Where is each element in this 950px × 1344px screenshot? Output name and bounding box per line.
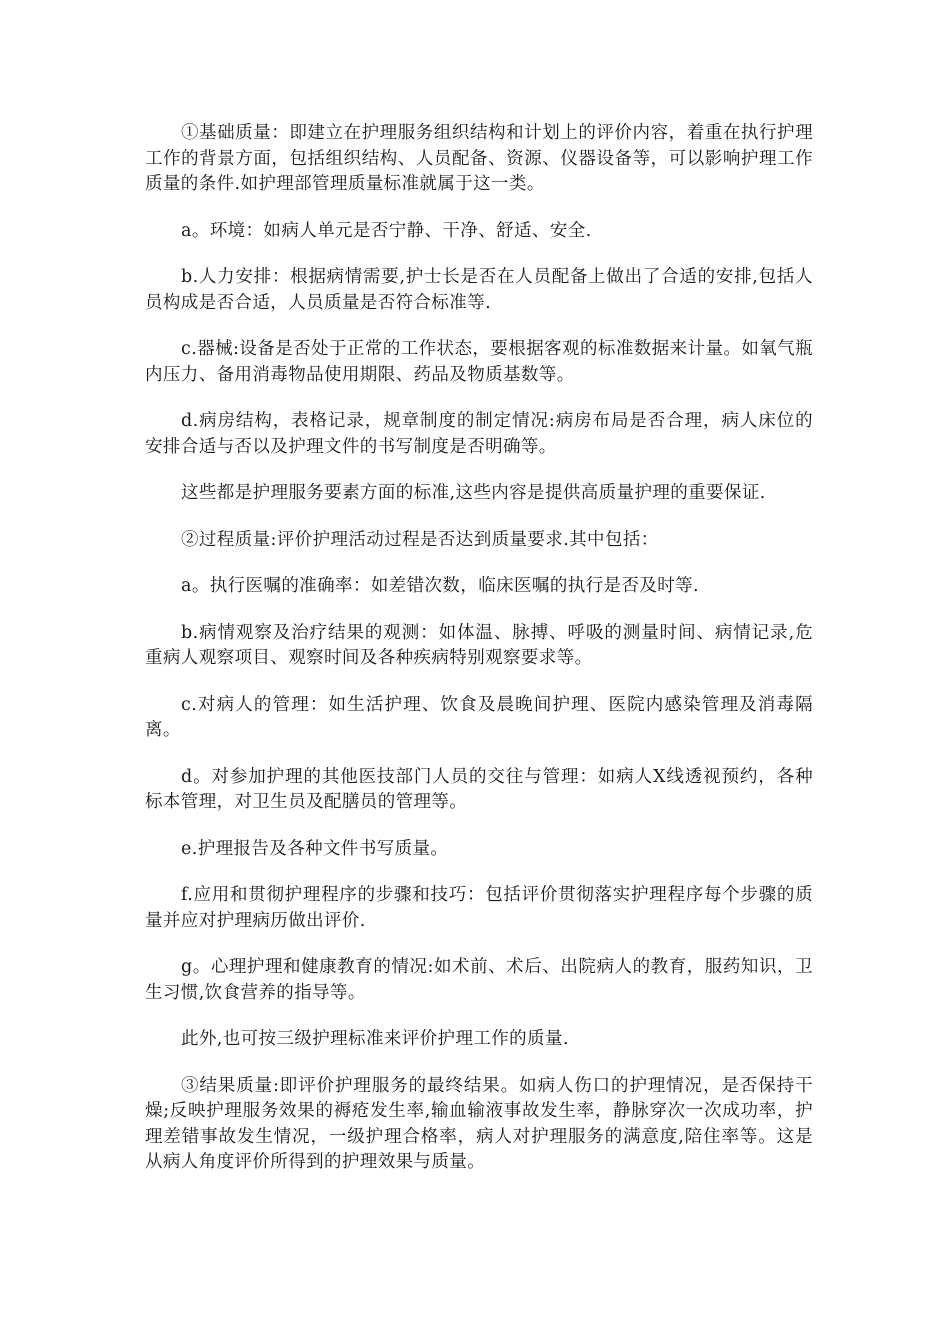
paragraph-basic-quality: ①基础质量：即建立在护理服务组织结构和计划上的评价内容，着重在执行护理工作的背景方面，包括组织结构、人员配备、资源、仪器设备等，可以影响护理工作质量的条件.如护理部管理质量标准就属于这一类。 — [145, 123, 813, 194]
paragraph-order-accuracy: a。执行医嘱的准确率：如差错次数，临床医嘱的执行是否及时等. — [181, 576, 699, 596]
paragraph-outcome-quality: ③结果质量:即评价护理服务的最终结果。如病人伤口的护理情况，是否保持干燥;反映护理服务效果的褥疮发生率,输血输液事故发生率，静脉穿次一次成功率，护理差错事故发生情况，一级护理合格率，病人对护理服务的满意度,陪住率等。这是从病人角度评价所得到的护理效果与质量。 — [145, 1075, 813, 1172]
paragraph-three-level-standard: 此外,也可按三级护理标准来评价护理工作的质量. — [181, 1029, 569, 1049]
paragraph-reports: e.护理报告及各种文件书写质量。 — [181, 838, 449, 859]
paragraph-element-summary: 这些都是护理服务要素方面的标准,这些内容是提供高质量护理的重要保证. — [181, 483, 766, 503]
paragraph-observation: b.病情观察及治疗结果的观测：如体温、脉搏、呼吸的测量时间、病情记录,危重病人观察项目、观察时间及各种疾病特别观察要求等。 — [145, 622, 813, 668]
paragraph-staffing: b.人力安排：根据病情需要,护士长是否在人员配备上做出了合适的安排,包括人员构成是否合适，人员质量是否符合标准等. — [145, 267, 813, 313]
paragraph-nursing-process: f.应用和贯彻护理程序的步骤和技巧：包括评价贯彻落实护理程序每个步骤的质量并应对护理病历做出评价. — [145, 885, 813, 931]
paragraph-process-quality: ②过程质量:评价护理活动过程是否达到质量要求.其中包括： — [181, 529, 659, 550]
paragraph-other-departments: d。对参加护理的其他医技部门人员的交往与管理：如病人X线透视预约，各种标本管理，对卫生员及配膳员的管理等。 — [145, 766, 813, 812]
paragraph-equipment: c.器械:设备是否处于正常的工作状态，要根据客观的标准数据来计量。如氧气瓶内压力、备用消毒物品使用期限、药品及物质基数等。 — [145, 339, 813, 385]
document-body — [145, 121, 813, 1197]
paragraph-ward-structure: d.病房结构，表格记录，规章制度的制定情况:病房布局是否合理，病人床位的安排合适与否以及护理文件的书写制度是否明确等。 — [145, 411, 813, 457]
paragraph-environment: a。环境：如病人单元是否宁静、干净、舒适、安全. — [181, 220, 592, 241]
paragraph-patient-management: c.对病人的管理：如生活护理、饮食及晨晚间护理、医院内感染管理及消毒隔离。 — [145, 694, 813, 740]
paragraph-psychological-care: g。心理护理和健康教育的情况:如术前、术后、出院病人的教育，服药知识，卫生习惯,饮食营养的指导等。 — [145, 957, 813, 1003]
